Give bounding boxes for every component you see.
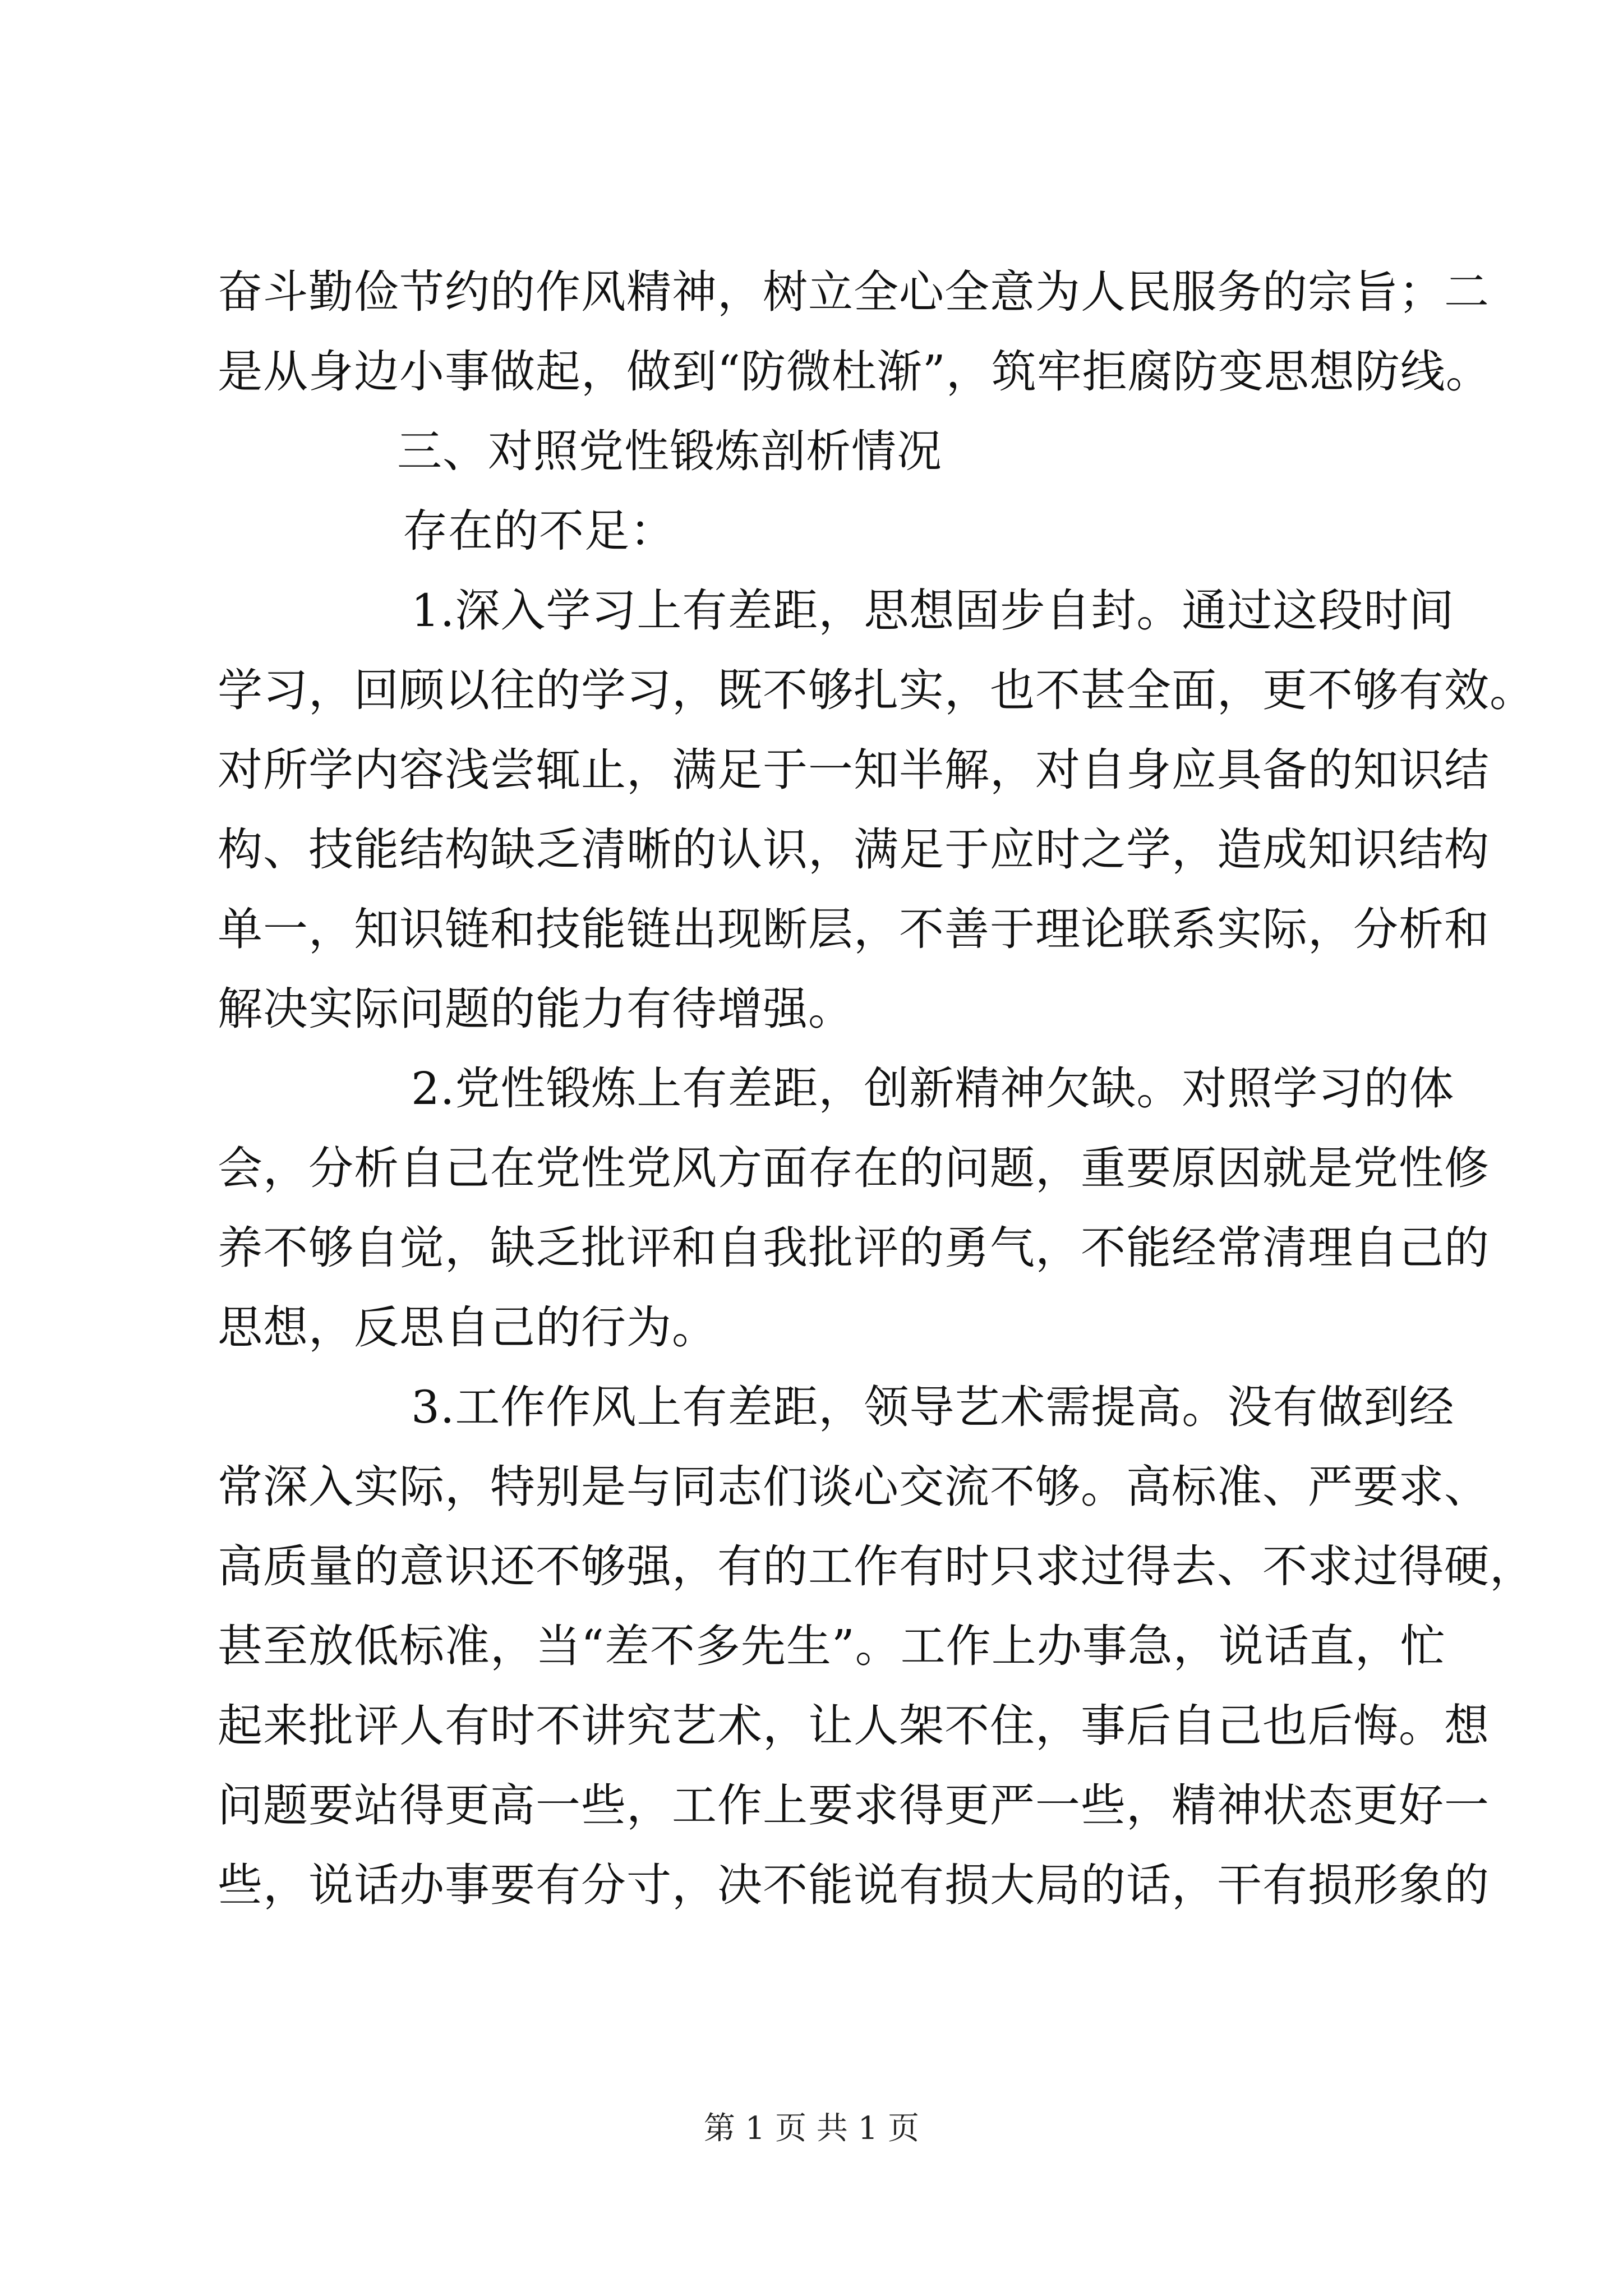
text-line: 会，分析自己在党性党风方面存在的问题，重要原因就是党性修 (218, 1142, 1490, 1194)
text-line: 是从身边小事做起，做到“防微杜渐”，筑牢拒腐防变思想防线。 (218, 346, 1491, 398)
text-line: 对所学内容浅尝辄止，满足于一知半解，对自身应具备的知识结 (218, 744, 1490, 796)
page-number-label: 第 1 页 共 1 页 (703, 2110, 920, 2147)
list-item-2-start: 2.党性锻炼上有差距，创新精神欠缺。对照学习的体 (411, 1062, 1455, 1115)
text-line: 奋斗勤俭节约的作风精神，树立全心全意为人民服务的宗旨；二 (218, 266, 1490, 318)
subheading: 存在的不足： (403, 505, 675, 557)
text-line: 起来批评人有时不讲究艺术，让人架不住，事后自己也后悔。想 (218, 1700, 1490, 1752)
text-line: 常深入实际，特别是与同志们谈心交流不够。高标准、严要求、 (218, 1461, 1490, 1513)
text-line: 思想，反思自己的行为。 (218, 1301, 717, 1354)
section-heading: 三、对照党性锻炼剖析情况 (397, 425, 942, 477)
text-line: 构、技能结构缺乏清晰的认识，满足于应时之学，造成知识结构 (218, 823, 1490, 876)
list-item-1-start: 1.深入学习上有差距，思想固步自封。通过这段时间 (411, 585, 1455, 637)
text-line: 问题要站得更高一些，工作上要求得更严一些，精神状态更好一 (218, 1779, 1490, 1832)
document-body (218, 252, 1535, 1925)
text-line: 单一，知识链和技能链出现断层，不善于理论联系实际，分析和 (218, 903, 1490, 955)
text-line: 甚至放低标准，当“差不多先生”。工作上办事急，说话直，忙 (218, 1620, 1446, 1672)
text-line: 养不够自觉，缺乏批评和自我批评的勇气，不能经常清理自己的 (218, 1222, 1490, 1274)
text-line: 学习，回顾以往的学习，既不够扎实，也不甚全面，更不够有效。 (218, 664, 1535, 716)
text-line: 高质量的意识还不够强，有的工作有时只求过得去、不求过得硬， (218, 1540, 1535, 1593)
list-item-3-start: 3.工作作风上有差距，领导艺术需提高。没有做到经 (411, 1381, 1455, 1433)
page-footer (0, 2109, 1623, 2148)
text-line: 解决实际问题的能力有待增强。 (218, 983, 854, 1035)
text-line: 些，说话办事要有分寸，决不能说有损大局的话，干有损形象的 (218, 1859, 1490, 1911)
